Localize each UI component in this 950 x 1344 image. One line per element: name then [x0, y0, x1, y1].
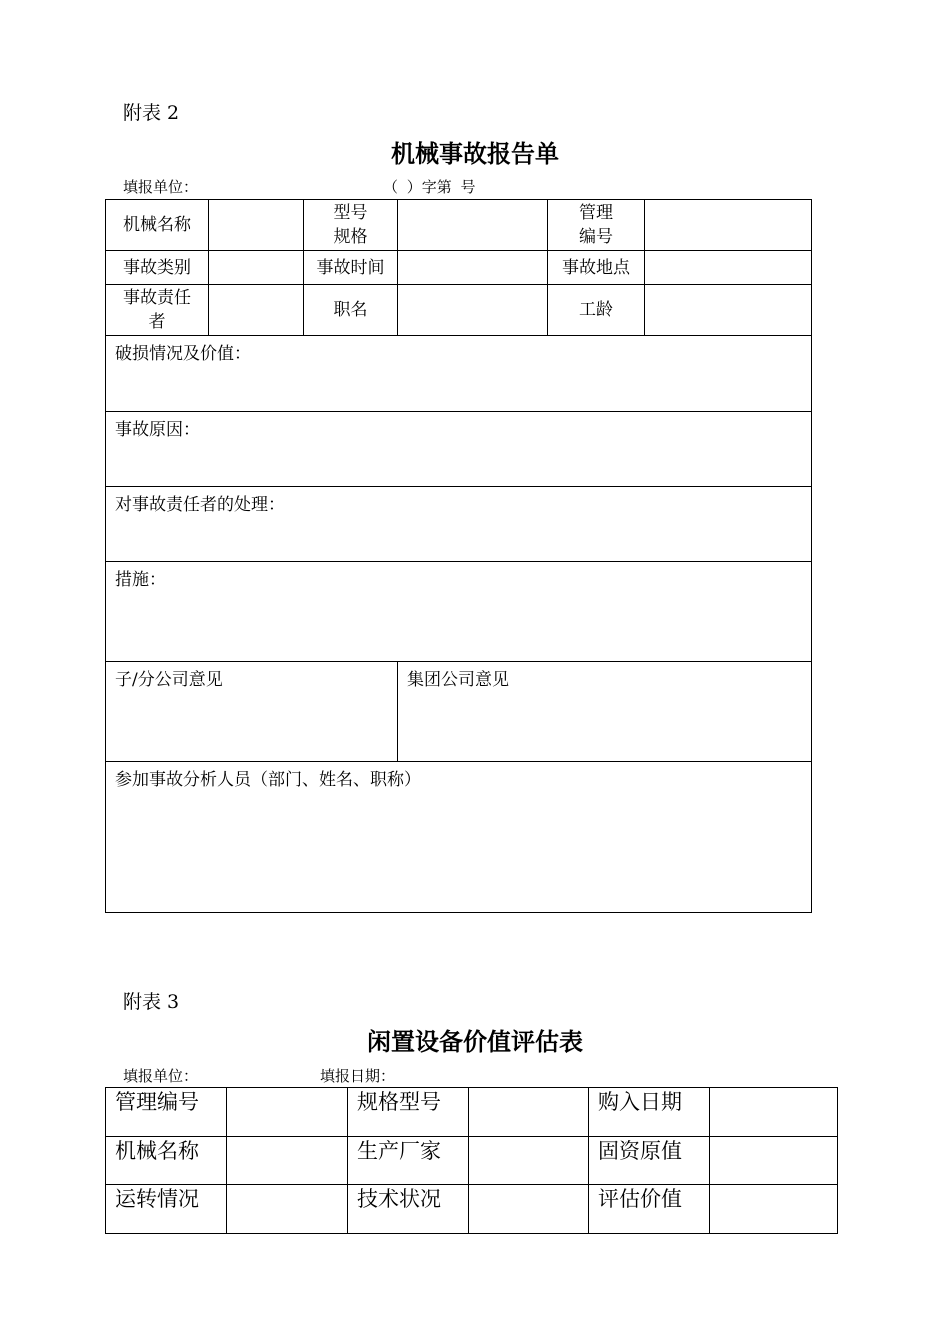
management-number-line2: 编号: [579, 227, 613, 247]
participants-label: 参加事故分析人员（部门、姓名、职称）: [115, 770, 421, 790]
accident-time-label: 事故时间: [304, 251, 398, 285]
model-spec-line1: 型号: [333, 203, 368, 223]
purchase-date-label: 购入日期: [589, 1088, 710, 1137]
group-opinion-label: 集团公司意见: [407, 670, 509, 690]
accident-place-value[interactable]: [645, 251, 812, 285]
appendix-3-label: 附表 3: [123, 991, 180, 1013]
sub-company-opinion-field[interactable]: [106, 662, 398, 762]
accident-report-table: [105, 199, 812, 913]
damage-field[interactable]: [106, 336, 812, 412]
accident-type-label: 事故类别: [106, 251, 209, 285]
management-number-label: [548, 200, 645, 251]
cause-label: 事故原因：: [115, 420, 200, 440]
technical-condition-value[interactable]: [469, 1185, 589, 1234]
machine-name-label: 机械名称: [106, 200, 209, 251]
fill-unit-label-2: 填报单位：: [123, 1067, 199, 1085]
responsible-person-value[interactable]: [209, 285, 304, 336]
accident-report-title: 机械事故报告单: [391, 139, 559, 168]
seniority-value[interactable]: [645, 285, 812, 336]
participants-field[interactable]: [106, 762, 812, 913]
manufacturer-label: 生产厂家: [348, 1137, 469, 1185]
assessed-value-value[interactable]: [710, 1185, 838, 1234]
idle-equipment-title: 闲置设备价值评估表: [367, 1027, 583, 1056]
responsible-person-label: [106, 285, 209, 336]
fill-date-label: 填报日期：: [320, 1067, 396, 1085]
accident-time-value[interactable]: [398, 251, 548, 285]
document-number: （ ）字第 号: [383, 178, 476, 196]
cause-field[interactable]: [106, 412, 812, 487]
purchase-date-value[interactable]: [710, 1088, 838, 1137]
management-number-label-2: 管理编号: [106, 1088, 227, 1137]
machine-name-value[interactable]: [209, 200, 304, 251]
operating-status-value[interactable]: [227, 1185, 348, 1234]
management-number-value-2[interactable]: [227, 1088, 348, 1137]
spec-model-value[interactable]: [469, 1088, 589, 1137]
handling-label: 对事故责任者的处理：: [115, 495, 285, 515]
responsible-person-line2: 者: [148, 312, 166, 332]
model-spec-line2: 规格: [333, 227, 368, 247]
idle-equipment-table: [105, 1087, 838, 1234]
responsible-person-line1: 事故责任: [123, 288, 191, 308]
machine-name-label-2: 机械名称: [106, 1137, 227, 1185]
fill-unit-label: 填报单位：: [123, 178, 199, 196]
original-asset-value-value[interactable]: [710, 1137, 838, 1185]
management-number-line1: 管理: [579, 203, 613, 223]
accident-place-label: 事故地点: [548, 251, 645, 285]
management-number-value[interactable]: [645, 200, 812, 251]
model-spec-value[interactable]: [398, 200, 548, 251]
original-asset-value-label: 固资原值: [589, 1137, 710, 1185]
handling-field[interactable]: [106, 487, 812, 562]
technical-condition-label: 技术状况: [348, 1185, 469, 1234]
assessed-value-label: 评估价值: [589, 1185, 710, 1234]
manufacturer-value[interactable]: [469, 1137, 589, 1185]
accident-type-value[interactable]: [209, 251, 304, 285]
seniority-label: 工龄: [548, 285, 645, 336]
model-spec-label: [304, 200, 398, 251]
operating-status-label: 运转情况: [106, 1185, 227, 1234]
sub-company-opinion-label: 子/分公司意见: [115, 670, 223, 690]
position-label: 职名: [304, 285, 398, 336]
machine-name-value-2[interactable]: [227, 1137, 348, 1185]
position-value[interactable]: [398, 285, 548, 336]
appendix-2-label: 附表 2: [123, 102, 180, 124]
measures-field[interactable]: [106, 562, 812, 662]
damage-label: 破损情况及价值：: [115, 344, 251, 364]
group-opinion-field[interactable]: [398, 662, 812, 762]
spec-model-label: 规格型号: [348, 1088, 469, 1137]
measures-label: 措施：: [115, 570, 166, 590]
